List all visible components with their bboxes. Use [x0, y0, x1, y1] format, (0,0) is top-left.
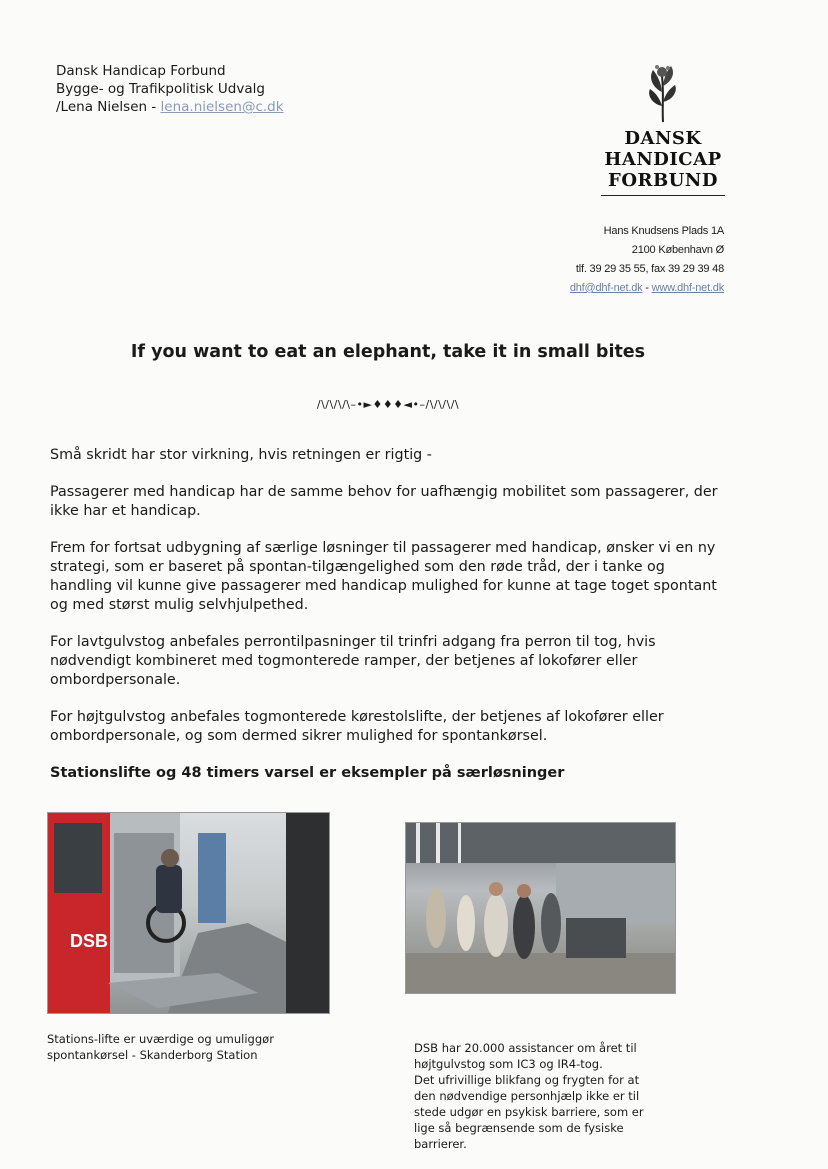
address-block	[570, 222, 724, 298]
sender-name-line	[56, 98, 284, 116]
sender-name: /Lena Nielsen -	[56, 99, 161, 115]
paragraph-low-floor: For lavtgulvstog anbefales perrontilpasninger til trinfri adgang fra perron til tog, hvis nødvendigt kombineret med togmonterede ramper, der betjenes af lokofører eller ombordpersonale.	[50, 634, 656, 688]
photo2-caption-line: Det ufrivillige blikfang og frygten for at	[414, 1073, 640, 1087]
address-city: 2100 København Ø	[631, 244, 724, 256]
photo1-caption	[47, 1031, 347, 1063]
logo-line-handicap: HANDICAP	[604, 149, 722, 170]
paragraph-high-floor: For højtgulvstog anbefales togmonterede kørestolslifte, der betjenes af lokofører eller ombordpersonale, og som dermed sikrer mulighed for spontankørsel.	[50, 709, 664, 744]
photo2-caption-line: højtgulvstog som IC3 og IR4-tog.	[414, 1057, 603, 1071]
sender-committee: Bygge- og Trafikpolitisk Udvalg	[56, 81, 265, 97]
logo-line-dansk: DANSK	[624, 128, 702, 149]
address-email-link[interactable]: dhf@dhf-net.dk	[569, 282, 643, 294]
section-subheading: Stationslifte og 48 timers varsel er eksempler på særløsninger	[50, 765, 565, 781]
paragraph-intro: Små skridt har stor virkning, hvis retningen er rigtig -	[50, 447, 432, 463]
photo2-caption	[414, 1040, 714, 1152]
paragraph-needs: Passagerer med handicap har de samme behov for uafhængig mobilitet som passagerer, der ikke har et handicap.	[50, 484, 718, 519]
station-lift-illustration	[48, 813, 329, 1013]
flower-emblem-icon	[641, 62, 685, 124]
photo2-caption-line: lige så begrænsende som de fysiske	[414, 1121, 624, 1135]
dhf-logo	[598, 62, 728, 196]
photo2-caption-line: den nødvendige personhjælp ikke er til	[414, 1089, 640, 1103]
document-title: If you want to eat an elephant, take it in small bites	[130, 342, 646, 362]
station-crowd-illustration	[406, 823, 675, 993]
document-body	[50, 446, 730, 783]
logo-line-forbund: FORBUND	[608, 170, 718, 191]
ornament-divider: /\/\/\/\–•►♦♦♦◄•–/\/\/\/\	[316, 398, 460, 411]
address-web-link[interactable]: www.dhf-net.dk	[651, 282, 724, 294]
address-street: Hans Knudsens Plads 1A	[603, 225, 724, 237]
sender-email-link[interactable]: lena.nielsen@c.dk	[160, 99, 284, 115]
sender-block	[56, 62, 284, 116]
photo2-caption-line: DSB har 20.000 assistancer om året til	[414, 1041, 637, 1055]
address-links	[570, 279, 724, 298]
address-phone: tlf. 39 29 35 55, fax 39 29 39 48	[575, 263, 724, 275]
photo2-caption-line: barrierer.	[414, 1137, 467, 1151]
photo2-caption-line: stede udgør en psykisk barriere, som er	[414, 1105, 644, 1119]
photo1-caption-line: Stations-lifte er uværdige og umuliggør	[47, 1032, 274, 1046]
station-lift-photo	[47, 812, 330, 1014]
photo1-caption-line: spontankørsel - Skanderborg Station	[47, 1048, 258, 1062]
paragraph-strategy: Frem for fortsat udbygning af særlige løsninger til passagerer med handicap, ønsker vi en ny strategi, som er baseret på spontan-tilgængelighed som den røde tråd, der i tanke og handling vil kunne give passagerer med handicap mulighed for kunne at tage toget spontant og med størst mulig selvhjulpethed.	[50, 540, 717, 613]
dsb-train-label: DSB	[70, 931, 109, 951]
logo-divider	[601, 195, 725, 196]
sender-org: Dansk Handicap Forbund	[56, 63, 226, 79]
station-assistance-photo	[405, 822, 676, 994]
address-separator: -	[642, 282, 652, 294]
